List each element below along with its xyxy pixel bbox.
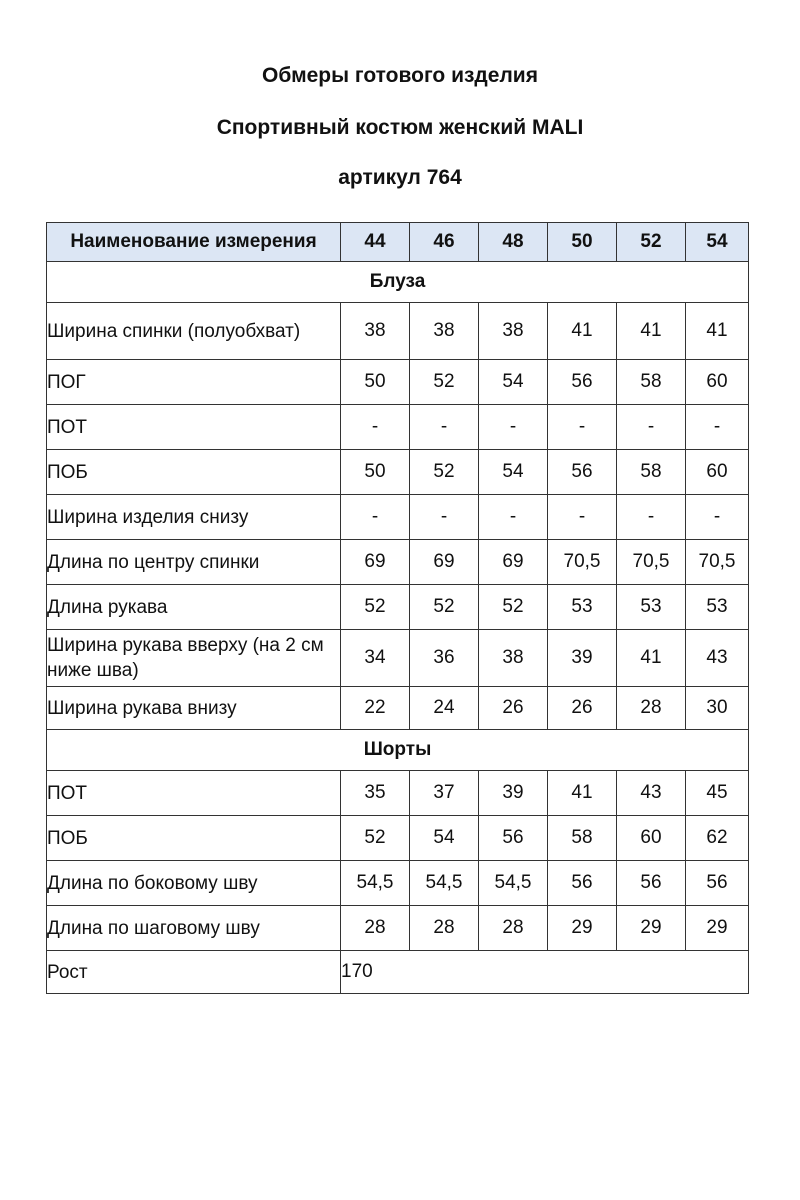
cell-value: 22 <box>341 687 410 730</box>
cell-value: 70,5 <box>686 540 749 585</box>
cell-value: 53 <box>686 585 749 630</box>
row-name: Ширина рукава вверху (на 2 см ниже шва) <box>47 630 341 687</box>
cell-value: 60 <box>686 450 749 495</box>
cell-value: 58 <box>548 816 617 861</box>
cell-value: 24 <box>410 687 479 730</box>
row-name: ПОТ <box>47 405 341 450</box>
cell-value: 41 <box>686 303 749 360</box>
row-name: ПОТ <box>47 771 341 816</box>
cell-value: 41 <box>617 303 686 360</box>
row-name: Длина по шаговому шву <box>47 906 341 951</box>
cell-value: 34 <box>341 630 410 687</box>
cell-value: 29 <box>686 906 749 951</box>
cell-value: 56 <box>617 861 686 906</box>
cell-value: 54 <box>479 360 548 405</box>
cell-value: 69 <box>410 540 479 585</box>
cell-value: 54,5 <box>479 861 548 906</box>
cell-value: 54,5 <box>341 861 410 906</box>
header-size: 48 <box>479 223 548 262</box>
cell-value: 45 <box>686 771 749 816</box>
table-row <box>47 771 749 816</box>
cell-value: 56 <box>479 816 548 861</box>
cell-value: 26 <box>548 687 617 730</box>
table-body <box>47 262 749 994</box>
header-size: 44 <box>341 223 410 262</box>
cell-value: 28 <box>341 906 410 951</box>
cell-value: 30 <box>686 687 749 730</box>
cell-value: 39 <box>479 771 548 816</box>
cell-value: 29 <box>548 906 617 951</box>
table-row <box>47 405 749 450</box>
cell-value: 36 <box>410 630 479 687</box>
cell-value: 38 <box>341 303 410 360</box>
row-name: Ширина спинки (полуобхват) <box>47 303 341 360</box>
cell-value: 39 <box>548 630 617 687</box>
cell-value: 56 <box>548 861 617 906</box>
table-row <box>47 816 749 861</box>
cell-value: - <box>341 405 410 450</box>
cell-value: - <box>479 495 548 540</box>
section-title: Шорты <box>47 730 749 771</box>
cell-value: 50 <box>341 360 410 405</box>
section-row <box>47 730 749 771</box>
cell-value: 58 <box>617 360 686 405</box>
cell-value: 41 <box>548 771 617 816</box>
cell-value: - <box>341 495 410 540</box>
row-name: Ширина рукава внизу <box>47 687 341 730</box>
table-row <box>47 540 749 585</box>
cell-value: 29 <box>617 906 686 951</box>
row-name: Длина рукава <box>47 585 341 630</box>
table-row <box>47 360 749 405</box>
cell-value: 53 <box>548 585 617 630</box>
cell-value: - <box>548 495 617 540</box>
cell-value: - <box>410 405 479 450</box>
header-size: 54 <box>686 223 749 262</box>
header-measurement-name: Наименование измерения <box>47 223 341 262</box>
table-row <box>47 303 749 360</box>
table-row <box>47 687 749 730</box>
cell-value: 60 <box>617 816 686 861</box>
cell-value: 58 <box>617 450 686 495</box>
table-row <box>47 585 749 630</box>
row-name: Длина по центру спинки <box>47 540 341 585</box>
cell-value: 56 <box>686 861 749 906</box>
cell-value: - <box>617 405 686 450</box>
cell-value: 37 <box>410 771 479 816</box>
table-row <box>47 861 749 906</box>
cell-value: 41 <box>617 630 686 687</box>
cell-value: - <box>686 495 749 540</box>
cell-value: 69 <box>479 540 548 585</box>
cell-value: 70,5 <box>548 540 617 585</box>
cell-value: - <box>686 405 749 450</box>
document-title: Обмеры готового изделия <box>262 64 538 87</box>
header-size: 50 <box>548 223 617 262</box>
cell-value: 38 <box>410 303 479 360</box>
cell-value: - <box>479 405 548 450</box>
table-row <box>47 906 749 951</box>
cell-value: 54 <box>410 816 479 861</box>
table-header-row <box>47 223 749 262</box>
table-row <box>47 495 749 540</box>
cell-value: 52 <box>410 450 479 495</box>
cell-value: 52 <box>479 585 548 630</box>
cell-value: 62 <box>686 816 749 861</box>
table-row-height <box>47 951 749 994</box>
table-row <box>47 450 749 495</box>
header-size: 46 <box>410 223 479 262</box>
cell-value: 38 <box>479 303 548 360</box>
cell-value: 52 <box>341 585 410 630</box>
row-name: ПОБ <box>47 816 341 861</box>
cell-value: 41 <box>548 303 617 360</box>
cell-value: 28 <box>410 906 479 951</box>
cell-value: 43 <box>686 630 749 687</box>
cell-value: 54,5 <box>410 861 479 906</box>
cell-value: - <box>410 495 479 540</box>
cell-value: 35 <box>341 771 410 816</box>
row-name: ПОГ <box>47 360 341 405</box>
cell-value: 50 <box>341 450 410 495</box>
row-name: Длина по боковому шву <box>47 861 341 906</box>
product-name: Спортивный костюм женский MALI <box>216 116 584 139</box>
cell-value: 52 <box>410 585 479 630</box>
cell-value: 26 <box>479 687 548 730</box>
article-number: артикул 764 <box>338 166 462 189</box>
cell-value: 38 <box>479 630 548 687</box>
row-name: Ширина изделия снизу <box>47 495 341 540</box>
row-name: Рост <box>47 951 341 994</box>
measurements-table <box>46 222 749 994</box>
cell-value: 54 <box>479 450 548 495</box>
cell-value: 28 <box>617 687 686 730</box>
cell-value: 60 <box>686 360 749 405</box>
cell-value: 52 <box>341 816 410 861</box>
cell-value: 56 <box>548 360 617 405</box>
cell-value: 53 <box>617 585 686 630</box>
table-row <box>47 630 749 687</box>
cell-value: 28 <box>479 906 548 951</box>
cell-value: 52 <box>410 360 479 405</box>
row-name: ПОБ <box>47 450 341 495</box>
cell-value: 70,5 <box>617 540 686 585</box>
cell-value: 69 <box>341 540 410 585</box>
header-size: 52 <box>617 223 686 262</box>
cell-value: - <box>617 495 686 540</box>
section-title: Блуза <box>47 262 749 303</box>
cell-value: 43 <box>617 771 686 816</box>
cell-value: 56 <box>548 450 617 495</box>
cell-value: - <box>548 405 617 450</box>
height-value: 170 <box>341 951 749 994</box>
section-row <box>47 262 749 303</box>
